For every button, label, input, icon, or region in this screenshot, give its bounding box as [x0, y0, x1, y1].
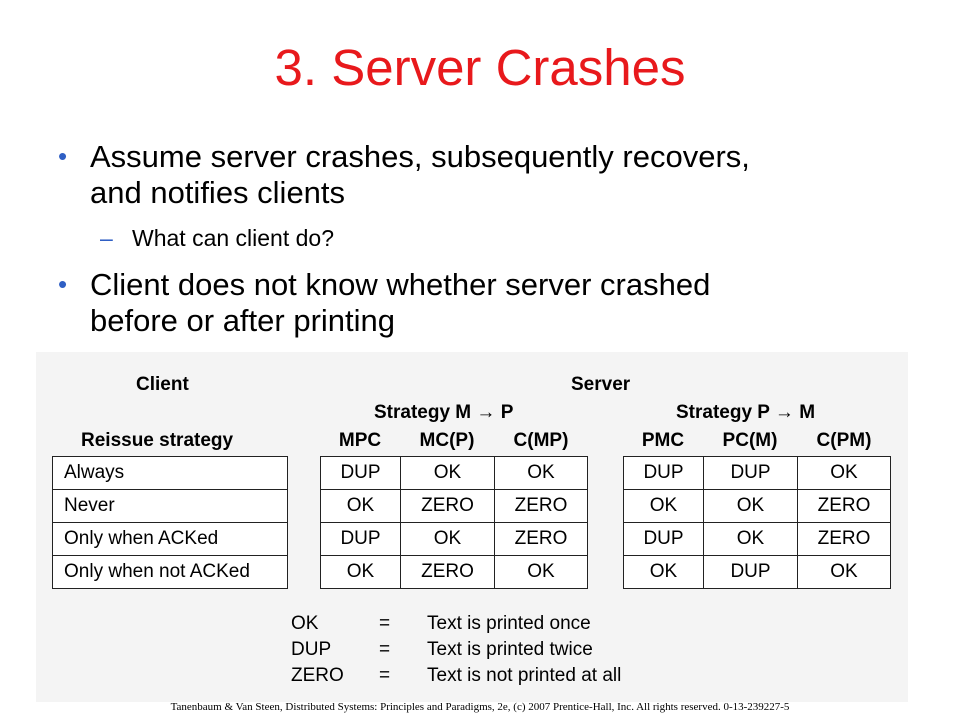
table-cell: DUP	[704, 457, 798, 490]
strategy-mp-header: Strategy M → P	[374, 402, 514, 423]
legend-desc: Text is printed once	[427, 613, 591, 634]
table-row-label: Always	[53, 457, 288, 490]
strategy-mp-table	[320, 456, 588, 589]
server-header: Server	[571, 374, 631, 395]
footer-citation: Tanenbaum & Van Steen, Distributed Systems: Principles and Paradigms, 2e, (c) 2007 Prentice-Hall, Inc. All rights reserved. 0-13-239227-5	[170, 701, 790, 713]
col-pmc: PMC	[641, 430, 685, 451]
table-cell: ZERO	[401, 556, 495, 589]
table-cell: ZERO	[798, 490, 891, 523]
table-cell: ZERO	[798, 523, 891, 556]
sub-bullet-text: What can client do?	[132, 225, 335, 251]
table-cell: OK	[401, 457, 495, 490]
bullet-dot-icon: •	[58, 269, 68, 299]
legend-eq: =	[379, 639, 391, 660]
table-cell: OK	[798, 556, 891, 589]
bullet-1-line-2: and notifies clients	[90, 175, 346, 210]
bullet-2-line-2: before or after printing	[90, 303, 396, 338]
strategy-pm-header: Strategy P → M	[676, 402, 816, 423]
col-pcm: PC(M)	[722, 430, 778, 451]
reissue-header: Reissue strategy	[81, 430, 234, 451]
table-cell: OK	[704, 523, 798, 556]
legend-key: OK	[291, 613, 319, 634]
slide-title: 3. Server Crashes	[274, 39, 686, 96]
strategy-pm-table	[623, 456, 891, 589]
table-cell: DUP	[704, 556, 798, 589]
table-cell: OK	[624, 556, 704, 589]
table-cell: DUP	[624, 457, 704, 490]
legend-desc: Text is not printed at all	[427, 665, 622, 686]
col-cpm: C(PM)	[816, 430, 872, 451]
client-header: Client	[136, 374, 189, 395]
table-row-label: Only when ACKed	[53, 523, 288, 556]
table-cell: OK	[401, 523, 495, 556]
table-cell: DUP	[624, 523, 704, 556]
legend-key: DUP	[291, 639, 332, 660]
table-cell: DUP	[321, 457, 401, 490]
legend-desc: Text is printed twice	[427, 639, 593, 660]
table-row-label: Never	[53, 490, 288, 523]
table-cell: OK	[624, 490, 704, 523]
table-cell: OK	[495, 556, 588, 589]
table-cell: OK	[495, 457, 588, 490]
bullet-1-line-1: Assume server crashes, subsequently recovers,	[90, 139, 750, 174]
table-cell: OK	[798, 457, 891, 490]
bullet-2-line-1: Client does not know whether server crashed	[90, 267, 711, 302]
table-cell: DUP	[321, 523, 401, 556]
table-cell: ZERO	[495, 523, 588, 556]
col-mcp: MC(P)	[419, 430, 475, 451]
table-cell: OK	[704, 490, 798, 523]
table-row-label: Only when not ACKed	[53, 556, 288, 589]
reissue-table	[52, 456, 288, 589]
crash-strategy-figure	[36, 352, 908, 702]
table-cell: ZERO	[495, 490, 588, 523]
bullet-dot-icon: •	[58, 141, 68, 171]
legend-eq: =	[379, 613, 391, 634]
col-cmp: C(MP)	[513, 430, 569, 451]
table-cell: OK	[321, 490, 401, 523]
legend-eq: =	[379, 665, 391, 686]
col-mpc: MPC	[338, 430, 382, 451]
dash-icon: –	[100, 225, 113, 251]
table-cell: ZERO	[401, 490, 495, 523]
table-cell: OK	[321, 556, 401, 589]
legend-key: ZERO	[291, 665, 344, 686]
